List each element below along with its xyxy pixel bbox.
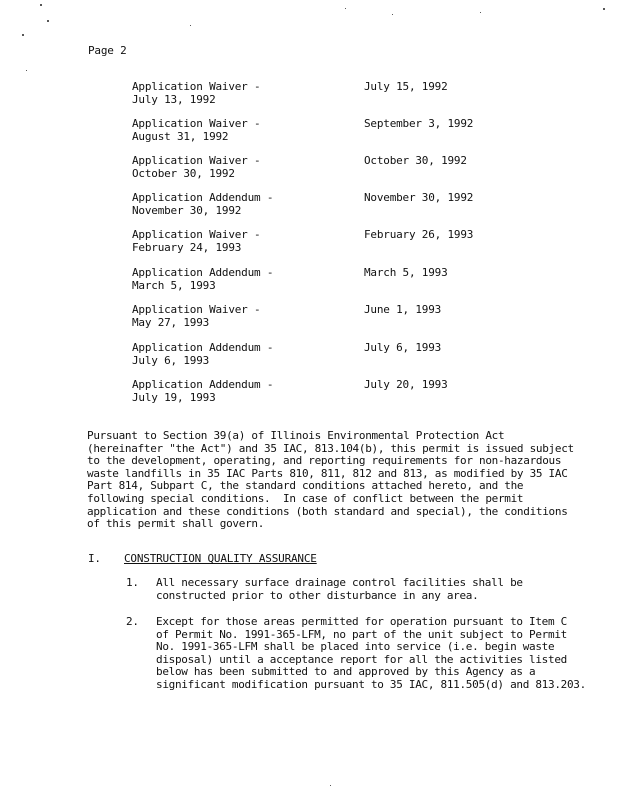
filing-date: July 6, 1993 <box>132 354 210 367</box>
filing-type: Application Addendum - <box>132 378 274 391</box>
item-text: All necessary surface drainage control facilities shall be constructed prior to other disturbance in any area. <box>156 576 523 602</box>
filing-type: Application Waiver - <box>132 154 261 167</box>
scan-speck <box>330 785 331 786</box>
filing-date: October 30, 1992 <box>132 167 235 180</box>
filing-date: February 24, 1993 <box>132 241 242 254</box>
filing-type: Application Waiver - <box>132 117 261 130</box>
issued-date: March 5, 1993 <box>364 266 448 279</box>
scan-speck <box>26 70 27 71</box>
page-number: Page 2 <box>88 44 127 57</box>
item-text: Except for those areas permitted for operation pursuant to Item C of Permit No. 1991-365-LFM, no part of the unit subject to Permit No. 1991-365-LFM shall be placed into service (i.e. begin waste disposal) until a acceptance report for all the activities listed below has been submitted to and approved by this Agency as a significant modification pursuant to 35 IAC, 811.505(d) and 813.203. <box>156 615 586 691</box>
issued-date: November 30, 1992 <box>364 191 474 204</box>
filing-type: Application Waiver - <box>132 228 261 241</box>
section-numeral: I. <box>88 552 101 565</box>
scan-speck <box>345 8 346 9</box>
item-number: 2. <box>126 615 139 628</box>
filing-date: July 19, 1993 <box>132 391 216 404</box>
filing-type: Application Waiver - <box>132 80 261 93</box>
issued-date: July 6, 1993 <box>364 341 442 354</box>
section-title: CONSTRUCTION QUALITY ASSURANCE <box>124 552 317 565</box>
scan-speck <box>392 14 393 15</box>
filing-type: Application Waiver - <box>132 303 261 316</box>
scan-speck <box>190 25 191 26</box>
issued-date: September 3, 1992 <box>364 117 474 130</box>
issued-date: October 30, 1992 <box>364 154 467 167</box>
filing-date: August 31, 1992 <box>132 130 229 143</box>
scan-speck <box>480 12 481 13</box>
filing-date: July 13, 1992 <box>132 93 216 106</box>
filing-type: Application Addendum - <box>132 341 274 354</box>
filing-date: May 27, 1993 <box>132 316 210 329</box>
issued-date: February 26, 1993 <box>364 228 474 241</box>
filing-type: Application Addendum - <box>132 266 274 279</box>
filing-date: March 5, 1993 <box>132 279 216 292</box>
issued-date: June 1, 1993 <box>364 303 442 316</box>
scan-speck <box>603 8 605 10</box>
issued-date: July 15, 1992 <box>364 80 448 93</box>
scan-speck <box>47 20 49 22</box>
scan-speck <box>22 34 24 36</box>
item-number: 1. <box>126 576 139 589</box>
scan-speck <box>40 4 42 6</box>
filing-type: Application Addendum - <box>132 191 274 204</box>
filing-date: November 30, 1992 <box>132 204 242 217</box>
issued-date: July 20, 1993 <box>364 378 448 391</box>
intro-paragraph: Pursuant to Section 39(a) of Illinois Environmental Protection Act (hereinafter "the Act") and 35 IAC, 813.104(b), this permit is issued subject to the development, operating, and reporting requirements for non-hazardous waste landfills in 35 IAC Parts 810, 811, 812 and 813, as modified by 35 IAC Part 814, Subpart C, the standard conditions attached hereto, and the following special conditions. In case of conflict between the permit application and these conditions (both standard and special), the conditions of this permit shall govern. <box>87 429 574 531</box>
